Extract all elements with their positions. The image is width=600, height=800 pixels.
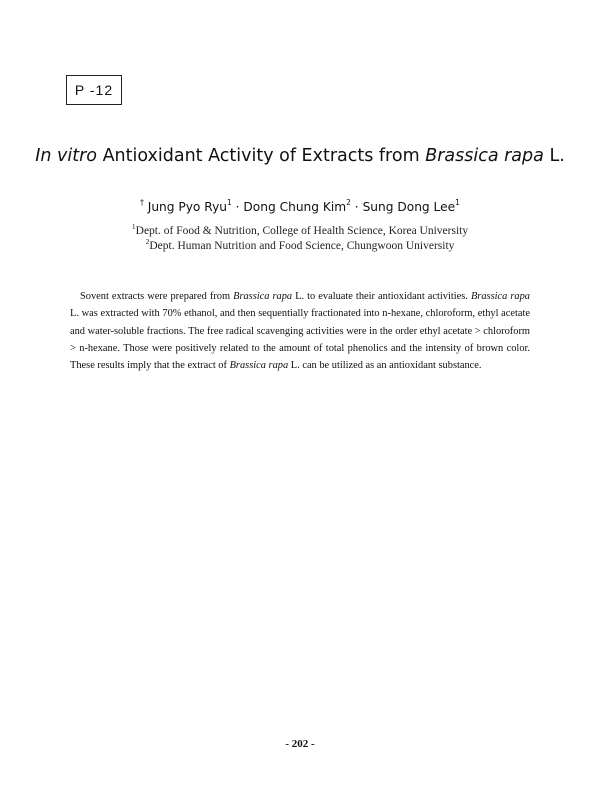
- author-2: Dong Chung Kim: [243, 200, 347, 214]
- author-1: Jung Pyo Ryu: [147, 200, 228, 214]
- author-separator: ·: [231, 200, 244, 214]
- abstract-line-4: > n-hexane. Those were positively related to the amount of total phenolics and the intensity of brown color.: [70, 342, 530, 354]
- species-name: Brassica rapa: [470, 291, 530, 302]
- author-2-affil: 2: [346, 198, 351, 207]
- paper-title: [0, 146, 600, 166]
- affiliation-1: [0, 222, 600, 237]
- author-separator: ·: [350, 200, 363, 214]
- title-suffix: L.: [543, 146, 565, 166]
- poster-code-box: [66, 75, 122, 105]
- abstract-text: L. can be utilized as an antioxidant substance.: [288, 360, 482, 372]
- title-text: Antioxidant Activity of Extracts from: [97, 146, 426, 166]
- abstract-text: L. to evaluate their antioxidant activities.: [292, 291, 471, 302]
- corresponding-author-mark: †: [140, 198, 144, 207]
- abstract-line-5: [70, 357, 530, 374]
- affiliation-1-mark: 1: [131, 222, 136, 231]
- affiliation-2-mark: 2: [145, 237, 150, 246]
- author-3: Sung Dong Lee: [362, 200, 456, 214]
- title-italic-in-vitro: In vitro: [35, 146, 98, 166]
- abstract-line-1: [70, 288, 530, 305]
- author-3-affil: 1: [455, 198, 460, 207]
- poster-code: P -12: [74, 82, 114, 98]
- abstract-line-2: L. was extracted with 70% ethanol, and then sequentially fractionated into n-hexane, chloroform, ethyl acetate: [70, 308, 530, 320]
- species-name: Brassica rapa: [229, 360, 289, 372]
- author-1-affil: 1: [227, 198, 232, 207]
- abstract-text: Sovent extracts were prepared from: [80, 291, 234, 302]
- affiliation-2: [0, 237, 600, 252]
- species-name: Brassica rapa: [233, 291, 293, 302]
- abstract: [70, 288, 530, 374]
- page-number: - 202 -: [285, 738, 315, 750]
- abstract-text: These results imply that the extract of: [70, 360, 230, 372]
- affiliation-2-text: Dept. Human Nutrition and Food Science, Chungwoon University: [149, 240, 455, 252]
- affiliation-1-text: Dept. of Food & Nutrition, College of Health Science, Korea University: [135, 225, 469, 237]
- abstract-line-3: and water-soluble fractions. The free radical scavenging activities were in the order ethyl acetate > chloroform: [70, 325, 530, 337]
- title-italic-species: Brassica rapa: [425, 146, 544, 166]
- author-list: [0, 198, 600, 214]
